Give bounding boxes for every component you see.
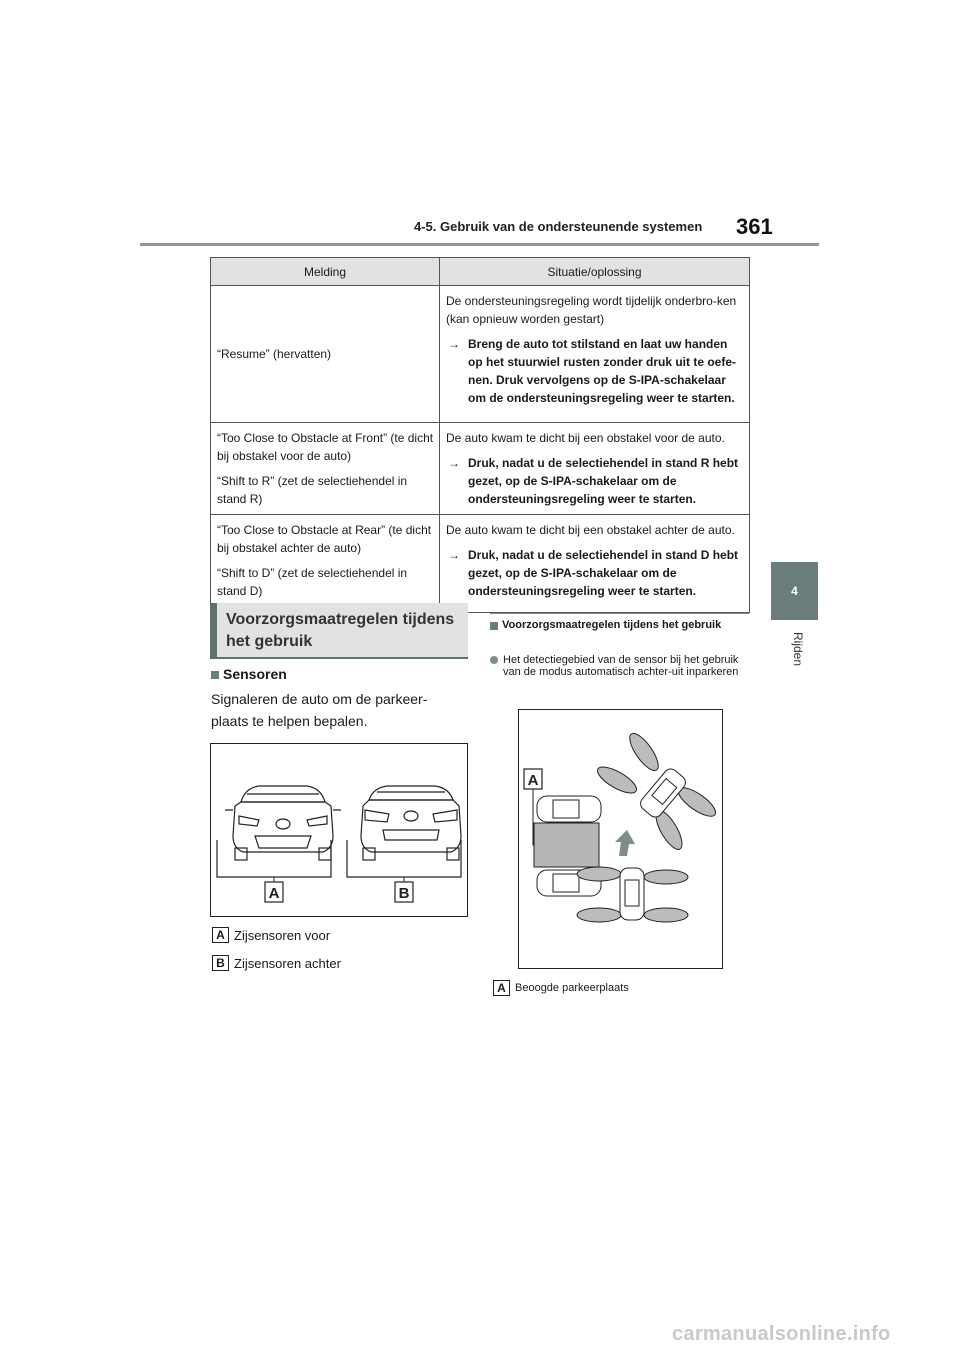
- current-car-icon: [620, 868, 644, 920]
- caution-title-text: Voorzorgsmaatregelen tijdens het gebruik: [502, 619, 722, 631]
- action-text: Breng de auto tot stilstand en laat uw handen op het stuurwiel rusten zonder druk uit te oefe-nen. Druk vervolgens op de S-IPA-schakelaar om de ondersteuningsregeling weer te starten.: [468, 337, 737, 405]
- melding-text: “Too Close to Obstacle at Rear” (te dicht bij obstakel achter de auto): [217, 523, 432, 555]
- sensoren-heading-text: Sensoren: [223, 666, 287, 682]
- table-row: [211, 423, 750, 515]
- chapter-tab[interactable]: [771, 562, 818, 620]
- action-item: [446, 335, 744, 407]
- melding-cell: [211, 286, 440, 423]
- target-parking-space: [534, 823, 599, 867]
- front-sensor-bracket: [217, 840, 331, 877]
- callout-b: B: [398, 885, 410, 902]
- legend-item-a: [493, 980, 629, 996]
- rear-car-icon: [361, 786, 461, 860]
- arrow-icon: →: [448, 456, 460, 470]
- melding-text: “Resume” (hervatten): [217, 347, 332, 361]
- situation-text: De ondersteuningsregeling wordt tijdelijk onderbro-ken (kan opnieuw worden gestart): [446, 294, 737, 326]
- section-heading-text: Voorzorgsmaatregelen tijdens het gebruik: [226, 611, 455, 650]
- column-header-melding: Melding: [211, 258, 440, 286]
- caution-rule: [490, 613, 749, 614]
- caution-item-text: Het detectiegebied van de sensor bij het gebruik van de modus automatisch achter-uit inparkeren: [503, 654, 739, 678]
- melding-text: “Shift to R” (zet de selectiehendel in stand R): [217, 474, 408, 506]
- section-heading: [210, 603, 468, 657]
- car-front-rear-illustration: [211, 744, 467, 916]
- legend-text: Zijsensoren achter: [234, 955, 341, 971]
- action-item: [446, 546, 744, 600]
- legend-item-b: [212, 955, 341, 971]
- sensoren-body: Signaleren de auto om de parkeer-plaats te helpen bepalen.: [211, 691, 428, 729]
- header-title: 4-5. Gebruik van de ondersteunende systemen: [414, 219, 703, 234]
- rear-sensor-bracket: [347, 840, 461, 877]
- situatie-cell: [440, 423, 750, 515]
- melding-text: “Too Close to Obstacle at Front” (te dicht bij obstakel voor de auto): [217, 431, 434, 463]
- melding-cell: [211, 423, 440, 515]
- legend-key: A: [212, 927, 229, 943]
- caution-item: [490, 654, 748, 678]
- square-bullet-icon: [211, 671, 219, 679]
- callout-a: A: [268, 885, 280, 902]
- situation-text: De auto kwam te dicht bij een obstakel achter de auto.: [446, 523, 735, 537]
- square-bullet-icon: [490, 619, 502, 633]
- chapter-label-text: Rijden: [791, 632, 805, 667]
- legend-text: Beoogde parkeerplaats: [515, 982, 629, 994]
- action-text: Druk, nadat u de selectiehendel in stand D hebt gezet, op de S-IPA-schakelaar om de ondersteuningsregeling weer te starten.: [468, 548, 739, 598]
- situatie-cell: [440, 515, 750, 613]
- legend-key: A: [493, 980, 510, 996]
- section-heading-bar: [210, 603, 217, 657]
- legend-key: B: [212, 955, 229, 971]
- table-row: [211, 515, 750, 613]
- watermark: carmanualsonline.info: [672, 1323, 891, 1345]
- column-header-situatie: Situatie/oplossing: [440, 258, 750, 286]
- page-number: 361: [736, 214, 773, 239]
- detection-area-figure: [518, 709, 723, 969]
- parking-detection-illustration: [519, 710, 722, 968]
- chapter-label: [781, 632, 809, 682]
- side-sensor-figure: [210, 743, 468, 917]
- legend-text: Zijsensoren voor: [234, 927, 331, 943]
- situatie-cell: [440, 286, 750, 423]
- callout-a: A: [527, 772, 539, 789]
- parked-car-top-icon: [537, 796, 601, 822]
- legend-item-a: [212, 927, 330, 943]
- message-table: [210, 257, 750, 613]
- sensoren-heading: [211, 666, 287, 682]
- action-text: Druk, nadat u de selectiehendel in stand R hebt gezet, op de S-IPA-schakelaar om de ondersteuningsregeling weer te starten.: [468, 456, 739, 506]
- header-rule: [140, 243, 819, 246]
- direction-arrow-icon: [615, 830, 635, 856]
- situation-text: De auto kwam te dicht bij een obstakel voor de auto.: [446, 431, 725, 445]
- melding-text: “Shift to D” (zet de selectiehendel in stand D): [217, 566, 408, 598]
- circle-bullet-icon: [490, 656, 498, 664]
- table-row: [211, 286, 750, 423]
- arrow-icon: →: [448, 548, 460, 562]
- arrow-icon: →: [448, 337, 460, 351]
- section-underline: [210, 657, 468, 659]
- action-item: [446, 454, 744, 508]
- caution-title: [490, 619, 748, 633]
- chapter-number: 4: [791, 584, 798, 598]
- table-header-row: [211, 258, 750, 286]
- melding-cell: [211, 515, 440, 613]
- front-car-icon: [225, 786, 341, 860]
